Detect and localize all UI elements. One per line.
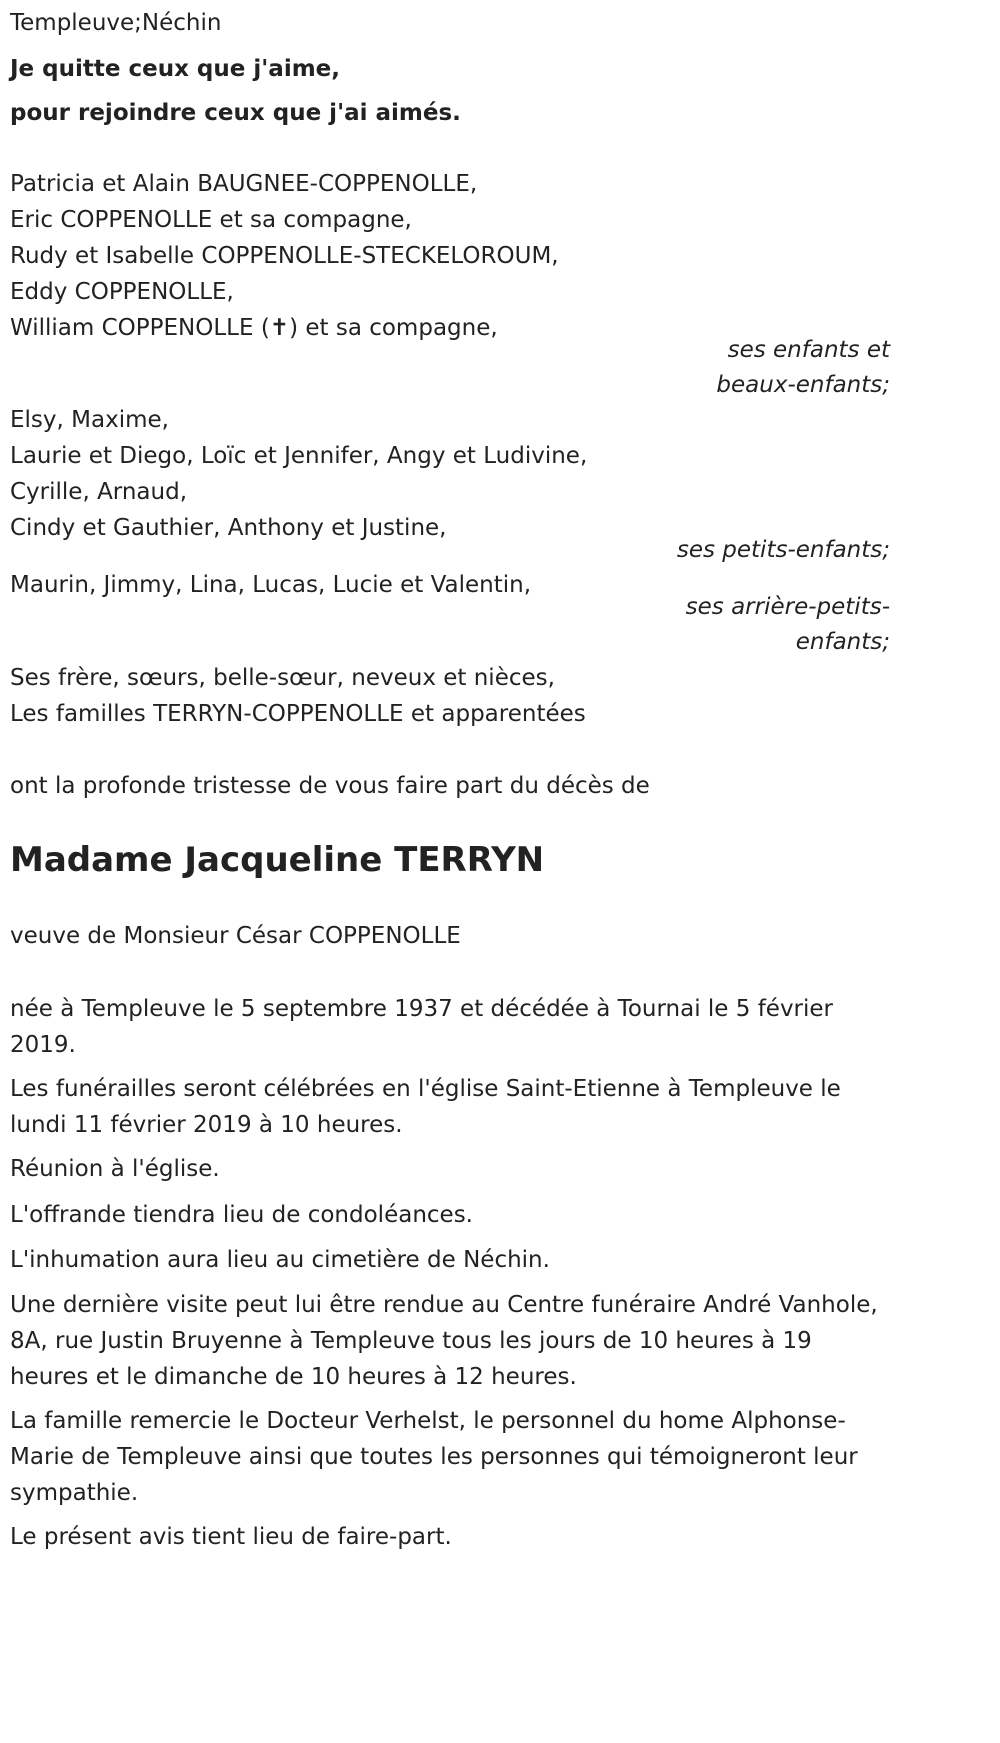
children-line-4: Eddy COPPENOLLE, — [10, 279, 234, 305]
quote-line-1: Je quitte ceux que j'aime, — [10, 56, 341, 82]
announcement-text: ont la profonde tristesse de vous faire part du décès de — [10, 773, 650, 799]
spouse-line: veuve de Monsieur César COPPENOLLE — [10, 923, 461, 949]
detail-thanks: La famille remercie le Docteur Verhelst, le personnel du home Alphonse-Marie de Templeuve ainsi que toutes les personnes qui témoigneront leur sympathie. — [10, 1408, 858, 1506]
great-grandchildren-line: Maurin, Jimmy, Lina, Lucas, Lucie et Valentin, — [10, 572, 532, 598]
grandchildren-role: ses petits-enfants; — [676, 537, 890, 563]
quote-line-2: pour rejoindre ceux que j'ai aimés. — [10, 100, 461, 126]
detail-funeral: Les funérailles seront célébrées en l'église Saint-Etienne à Templeuve le lundi 11 février 2019 à 10 heures. — [10, 1076, 841, 1138]
grandchildren-line-2: Laurie et Diego, Loïc et Jennifer, Angy et Ludivine, — [10, 443, 588, 469]
grandchildren-line-1: Elsy, Maxime, — [10, 407, 169, 433]
grandchildren-line-3: Cyrille, Arnaud, — [10, 479, 188, 505]
detail-gathering: Réunion à l'église. — [10, 1156, 220, 1182]
children-line-3: Rudy et Isabelle COPPENOLLE-STECKELOROUM, — [10, 243, 559, 269]
children-line-1: Patricia et Alain BAUGNEE-COPPENOLLE, — [10, 171, 478, 197]
detail-offering: L'offrande tiendra lieu de condoléances. — [10, 1202, 473, 1228]
deceased-name: Madame Jacqueline TERRYN — [10, 840, 545, 880]
children-line-5: William COPPENOLLE (✝) et sa compagne, — [10, 315, 498, 341]
detail-burial: L'inhumation aura lieu au cimetière de Néchin. — [10, 1247, 550, 1273]
family-line-2: Les familles TERRYN-COPPENOLLE et apparentées — [10, 701, 586, 727]
children-role-line-1: ses enfants et — [727, 337, 890, 363]
detail-last-visit: Une dernière visite peut lui être rendue au Centre funéraire André Vanhole, 8A, rue Justin Bruyenne à Templeuve tous les jours de 10 heures à 19 heures et le dimanche de 10 heures à 12 heures. — [10, 1292, 878, 1390]
family-line-1: Ses frère, sœurs, belle-sœur, neveux et nièces, — [10, 665, 555, 691]
great-grandchildren-role-line-2: enfants; — [795, 629, 890, 655]
location-header: Templeuve;Néchin — [10, 10, 222, 36]
grandchildren-line-4: Cindy et Gauthier, Anthony et Justine, — [10, 515, 447, 541]
great-grandchildren-role-line-1: ses arrière-petits- — [685, 594, 890, 620]
children-line-2: Eric COPPENOLLE et sa compagne, — [10, 207, 412, 233]
children-role-line-2: beaux-enfants; — [716, 372, 890, 398]
detail-notice: Le présent avis tient lieu de faire-part. — [10, 1524, 452, 1550]
detail-birth-death: née à Templeuve le 5 septembre 1937 et décédée à Tournai le 5 février 2019. — [10, 996, 834, 1058]
